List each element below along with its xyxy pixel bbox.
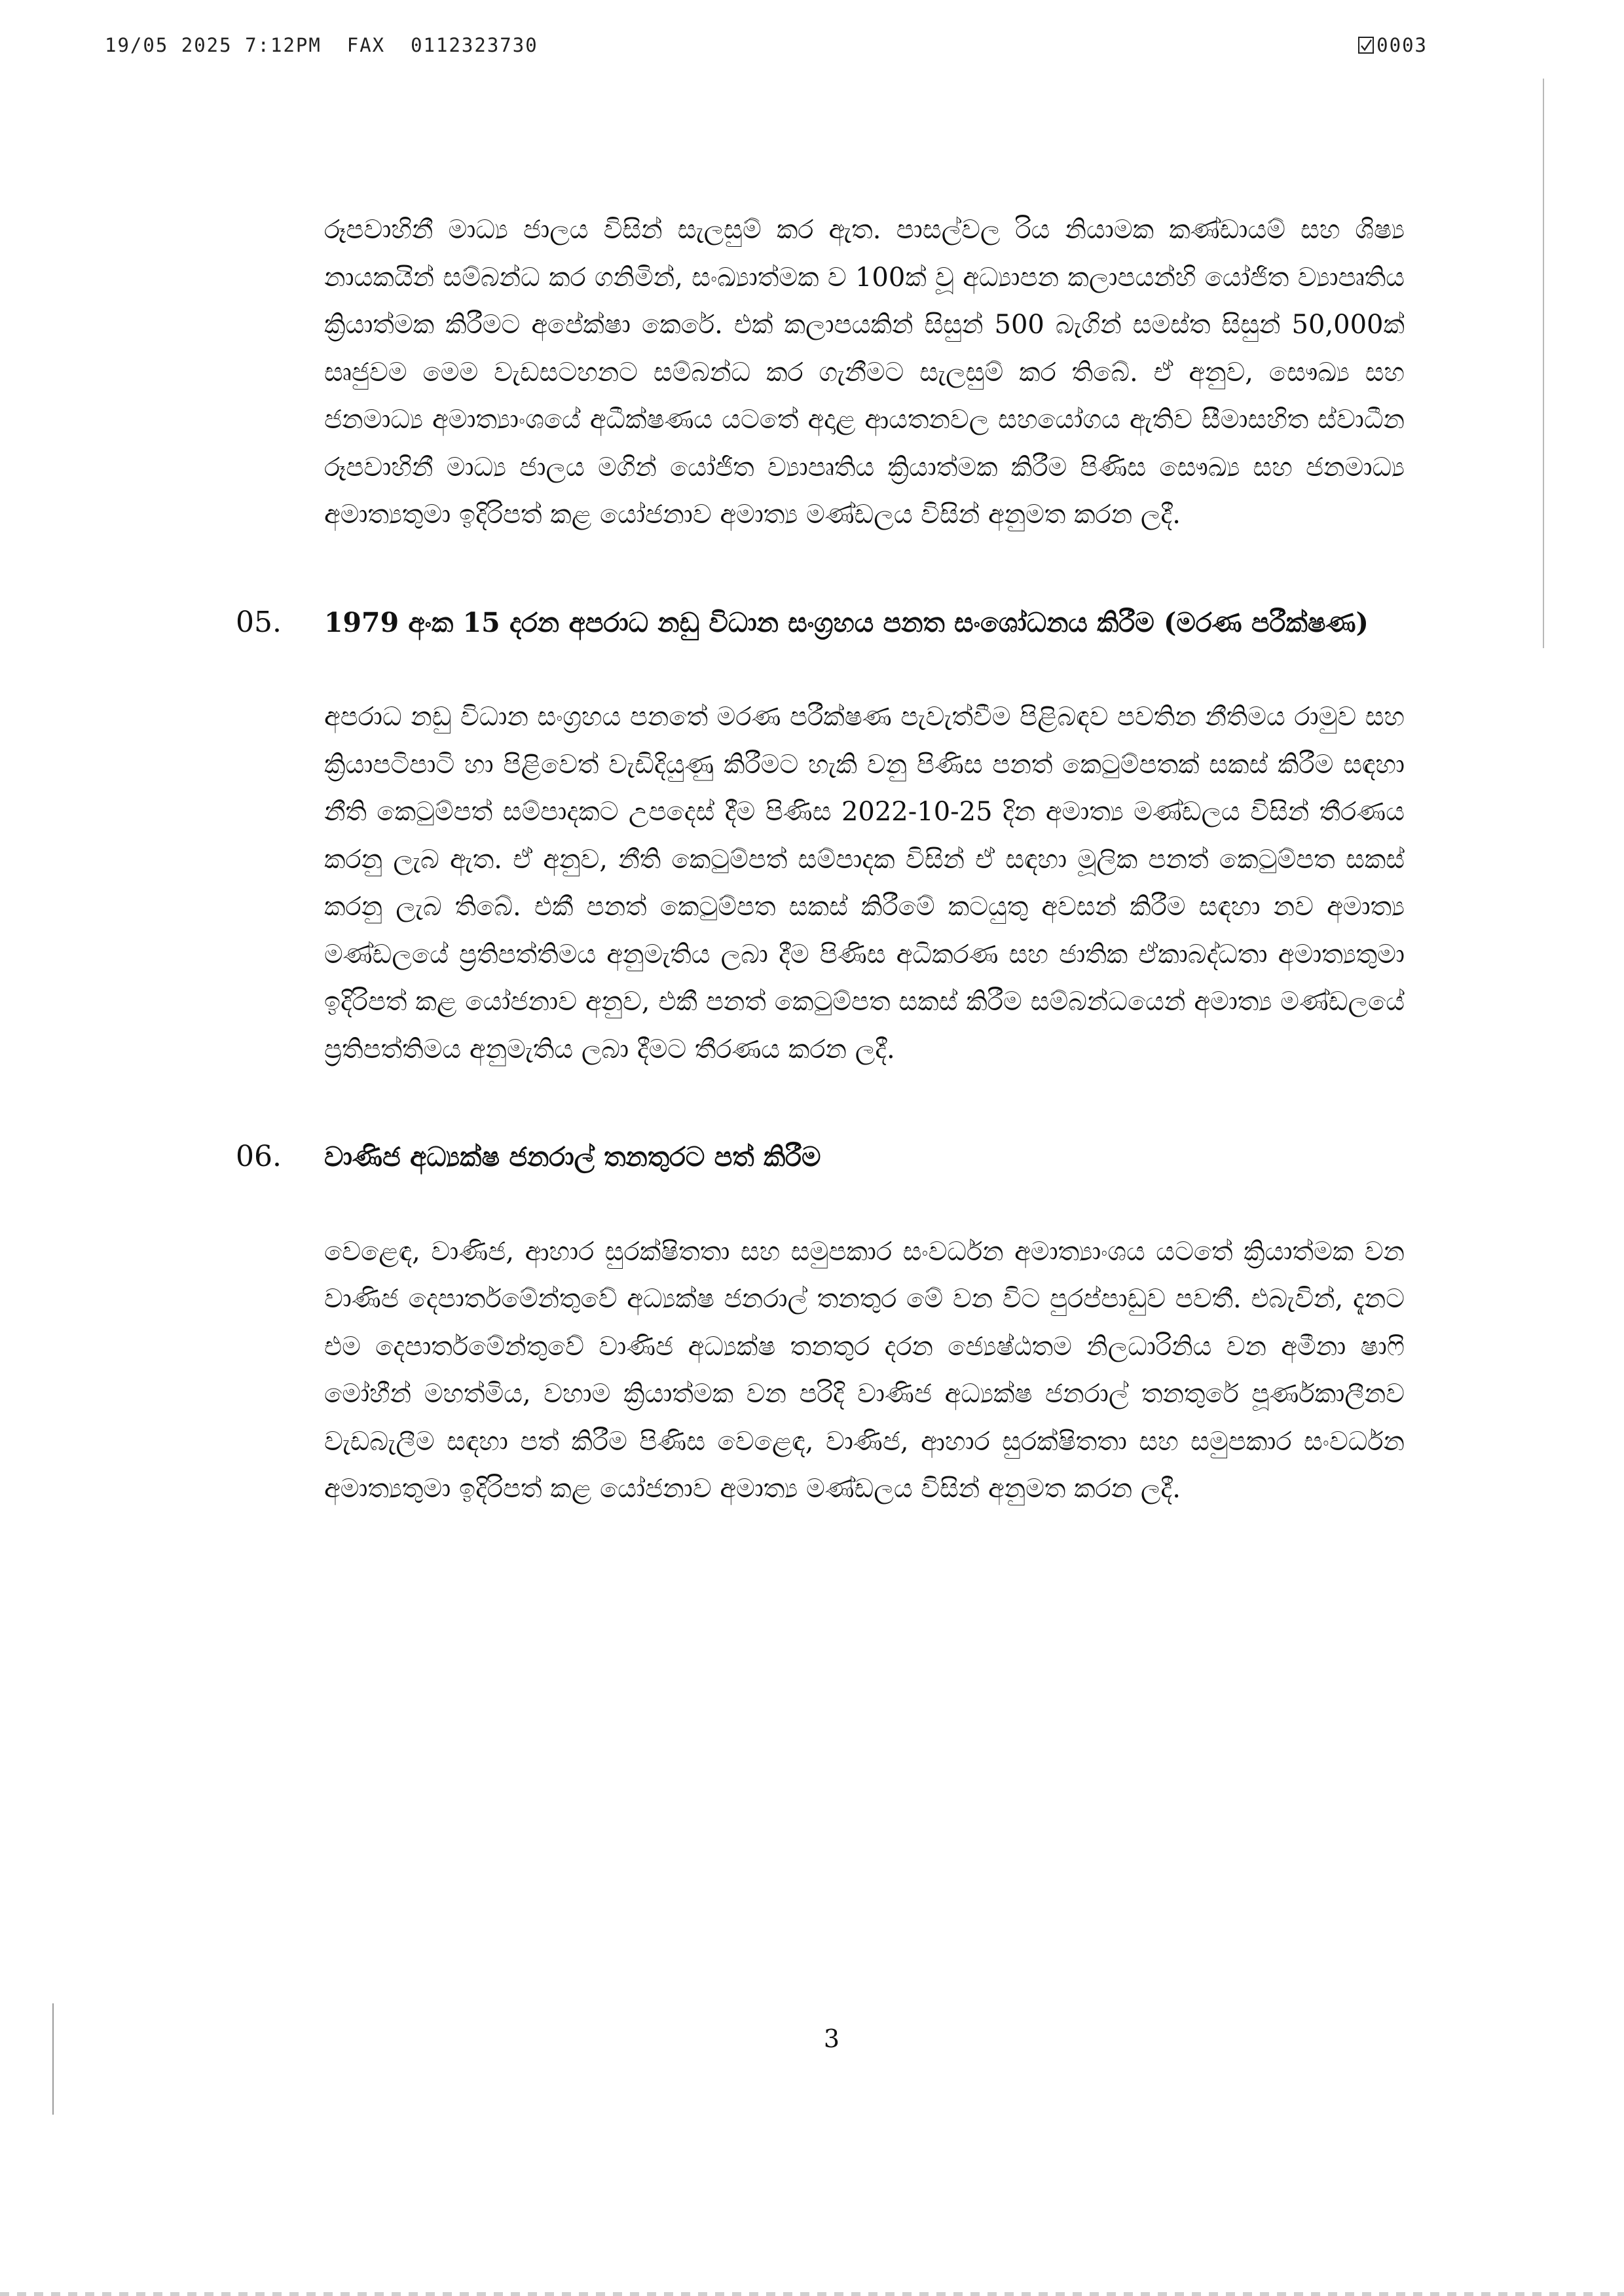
fax-label: FAX <box>346 34 386 56</box>
section-06 <box>236 1133 1405 1513</box>
section-body: අපරාධ නඩු විධාන සංග්‍රහය පනතේ මරණ පරීක්ෂණ පැවැත්වීම පිළිබඳව පවතින නීතිමය රාමුව සහ ක්‍රියාපටිපාටි හා පිළිවෙත් වැඩිදියුණු කිරීමට හැකි වනු පිණිස පනත් කෙටුම්පතක් සකස් කිරීම සඳහා නීති කෙටුම්පත් සම්පාදකට උපදෙස් දීම පිණිස 2022-10-25 දින අමාත්‍ය මණ්ඩලය විසින් තීරණය කරනු ලැබ ඇත. ඒ අනුව, නීති කෙටුම්පත් සම්පාදක විසින් ඒ සඳහා මූලික පනත් කෙටුම්පත සකස් කරනු ලැබ තිබේ. එකී පනත් කෙටුම්පත සකස් කිරීමේ කටයුතු අවසන් කිරීම සඳහා නව අමාත්‍ය මණ්ඩලයේ ප්‍රතිපත්තිමය අනුමැතිය ලබා දීම පිණිස අධිකරණ සහ ජාතික ඒකාබද්ධතා අමාත්‍යතුමා ඉදිරිපත් කළ යෝජනාව අනුව, එකී පනත් කෙටුම්පත සකස් කිරීම සම්බන්ධයෙන් අමාත්‍ය මණ්ඩලයේ ප්‍රතිපත්තිමය අනුමැතිය ලබා දීමට තීරණය කරන ලදී. <box>324 702 1405 1065</box>
fax-number: 0112323730 <box>411 34 538 56</box>
scan-margin-line <box>1543 79 1544 648</box>
section-05 <box>236 599 1405 1074</box>
section-number: 06. <box>236 1140 282 1173</box>
checkbox-check-icon <box>1358 34 1374 56</box>
fax-header <box>105 34 1428 63</box>
page-number: 3 <box>823 2024 840 2053</box>
section-number: 05. <box>236 605 282 639</box>
scan-edge-artifact <box>0 2292 1624 2296</box>
section-body: වෙළෙඳ, වාණිජ, ආහාර සුරක්ෂිතතා සහ සමුපකාර සංවර්ධන අමාත්‍යාංශය යටතේ ක්‍රියාත්මක වන වාණිජ දෙපාර්තමේන්තුවේ අධ්‍යක්ෂ ජනරාල් තනතුර මේ වන විට පුරප්පාඩුව පවතී. එබැවින්, දැනට එම දෙපාර්තමේන්තුවේ වාණිජ අධ්‍යක්ෂ තනතුර දරන ජ්‍යෙෂ්ඨතම නිලධාරිනිය වන අමීනා ෂාෆි මෝහීන් මහත්මිය, වහාම ක්‍රියාත්මක වන පරිදි වාණිජ අධ්‍යක්ෂ ජනරාල් තනතුරේ පූර්ණකාලීනව වැඩබැලීම සඳහා පත් කිරීම පිණිස වෙළෙඳ, වාණිජ, ආහාර සුරක්ෂිතතා සහ සමුපකාර සංවර්ධන අමාත්‍යතුමා ඉදිරිපත් කළ යෝජනාව අමාත්‍ය මණ්ඩලය විසින් අනුමත කරන ලදී. <box>324 1236 1405 1504</box>
fax-date: 19/05 2025 <box>105 34 232 56</box>
document-body <box>236 206 1405 1513</box>
fax-transmission-info <box>105 34 538 56</box>
scan-margin-line <box>52 2003 54 2115</box>
intro-paragraph: රූපවාහිනී මාධ්‍ය ජාලය විසින් සැලසුම් කර ඇත. පාසල්වල රිය නියාමක කණ්ඩායම් සහ ශිෂ්‍ය නායකයින් සම්බන්ධ කර ගනිමින්, සංඛ්‍යාත්මක ව 100ක් වූ අධ්‍යාපන කලාපයන්හි යෝජිත ව්‍යාපෘතිය ක්‍රියාත්මක කිරීමට අපේක්ෂා කෙරේ. එක් කලාපයකින් සිසුන් 500 බැගින් සමස්ත සිසුන් 50,000ක් සෘජුවම මෙම වැඩසටහනට සම්බන්ධ කර ගැනීමට සැලසුම් කර තිබේ. ඒ අනුව, සෞඛ්‍ය සහ ජනමාධ්‍ය අමාත්‍යාංශයේ අධීක්ෂණය යටතේ අදාළ ආයතනවල සහයෝගය ඇතිව සීමාසහිත ස්වාධීන රූපවාහිනී මාධ්‍ය ජාලය මගින් යෝජිත ව්‍යාපෘතිය ක්‍රියාත්මක කිරීම පිණිස සෞඛ්‍ය සහ ජනමාධ්‍ය අමාත්‍යතුමා ඉදිරිපත් කළ යෝජනාව අමාත්‍ය මණ්ඩලය විසින් අනුමත කරන ලදී. <box>324 215 1405 530</box>
section-title: වාණිජ අධ්‍යක්ෂ ජනරාල් තනතුරට පත් කිරීම <box>324 1141 821 1173</box>
fax-page-code-value: 0003 <box>1376 34 1428 56</box>
section-title: 1979 අංක 15 දරන අපරාධ නඩු විධාන සංග්‍රහය පනත සංශෝධනය කිරීම (මරණ පරීක්ෂණ) <box>324 606 1369 638</box>
fax-time: 7:12PM <box>245 34 322 56</box>
fax-page-code <box>1358 34 1428 56</box>
